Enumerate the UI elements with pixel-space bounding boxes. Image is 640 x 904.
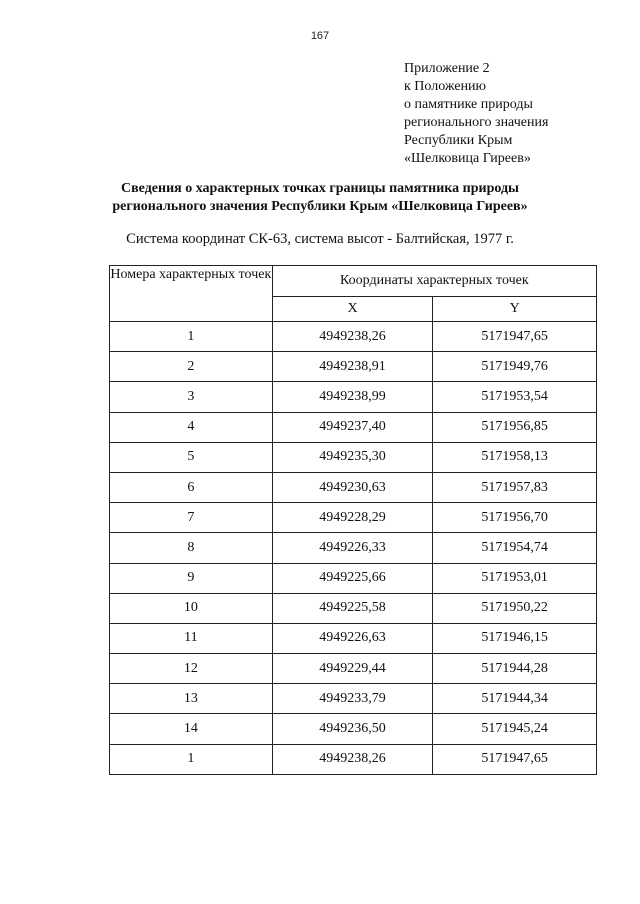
y-coordinate-cell: 5171947,65 [433, 744, 597, 774]
table-row [110, 593, 597, 623]
y-coordinate-cell: 5171945,24 [433, 714, 597, 744]
point-number-cell: 10 [110, 593, 273, 623]
point-number-cell: 4 [110, 412, 273, 442]
y-coordinate-cell: 5171957,83 [433, 472, 597, 502]
table-row [110, 503, 597, 533]
y-coordinate-cell: 5171956,70 [433, 503, 597, 533]
header-y: Y [433, 297, 597, 322]
y-coordinate-cell: 5171958,13 [433, 442, 597, 472]
point-number-cell: 6 [110, 472, 273, 502]
table-row [110, 744, 597, 774]
table-row [110, 352, 597, 382]
x-coordinate-cell: 4949235,30 [272, 442, 433, 472]
x-coordinate-cell: 4949238,99 [272, 382, 433, 412]
point-number-cell: 13 [110, 684, 273, 714]
document-title-line-2: регионального значения Республики Крым «Шелковица Гиреев» [112, 199, 528, 214]
x-coordinate-cell: 4949229,44 [272, 654, 433, 684]
page-number: 167 [310, 30, 330, 42]
x-coordinate-cell: 4949226,63 [272, 623, 433, 653]
table-row [110, 382, 597, 412]
table-row [110, 533, 597, 563]
appendix-line: «Шелковица Гиреев» [404, 151, 531, 166]
header-x: X [272, 297, 433, 322]
x-coordinate-cell: 4949226,33 [272, 533, 433, 563]
y-coordinate-cell: 5171953,01 [433, 563, 597, 593]
y-coordinate-cell: 5171954,74 [433, 533, 597, 563]
table-row [110, 654, 597, 684]
point-number-cell: 2 [110, 352, 273, 382]
x-coordinate-cell: 4949228,29 [272, 503, 433, 533]
appendix-line: регионального значения [404, 115, 549, 130]
document-title [40, 180, 600, 216]
x-coordinate-cell: 4949236,50 [272, 714, 433, 744]
y-coordinate-cell: 5171956,85 [433, 412, 597, 442]
point-number-cell: 3 [110, 382, 273, 412]
header-point-numbers: Номера характерных точек [110, 266, 273, 322]
appendix-line: Приложение 2 [404, 61, 490, 76]
point-number-cell: 9 [110, 563, 273, 593]
x-coordinate-cell: 4949225,58 [272, 593, 433, 623]
table-row [110, 563, 597, 593]
x-coordinate-cell: 4949238,26 [272, 744, 433, 774]
boundary-points-table [109, 265, 597, 775]
table-row [110, 623, 597, 653]
table-row [110, 412, 597, 442]
table-row [110, 714, 597, 744]
appendix-line: к Положению [404, 79, 487, 94]
x-coordinate-cell: 4949238,91 [272, 352, 433, 382]
point-number-cell: 1 [110, 744, 273, 774]
x-coordinate-cell: 4949233,79 [272, 684, 433, 714]
point-number-cell: 5 [110, 442, 273, 472]
table-row [110, 684, 597, 714]
appendix-block [404, 60, 624, 168]
y-coordinate-cell: 5171944,28 [433, 654, 597, 684]
coordinate-system-note: Система координат СК-63, система высот - Балтийская, 1977 г. [126, 231, 514, 247]
header-coordinates: Координаты характерных точек [272, 266, 596, 297]
point-number-cell: 7 [110, 503, 273, 533]
y-coordinate-cell: 5171950,22 [433, 593, 597, 623]
x-coordinate-cell: 4949225,66 [272, 563, 433, 593]
point-number-cell: 1 [110, 322, 273, 352]
appendix-line: о памятнике природы [404, 97, 533, 112]
point-number-cell: 12 [110, 654, 273, 684]
appendix-line: Республики Крым [404, 133, 513, 148]
x-coordinate-cell: 4949237,40 [272, 412, 433, 442]
table-row [110, 472, 597, 502]
point-number-cell: 8 [110, 533, 273, 563]
point-number-cell: 14 [110, 714, 273, 744]
y-coordinate-cell: 5171947,65 [433, 322, 597, 352]
y-coordinate-cell: 5171949,76 [433, 352, 597, 382]
point-number-cell: 11 [110, 623, 273, 653]
table-row [110, 322, 597, 352]
y-coordinate-cell: 5171953,54 [433, 382, 597, 412]
x-coordinate-cell: 4949238,26 [272, 322, 433, 352]
y-coordinate-cell: 5171946,15 [433, 623, 597, 653]
y-coordinate-cell: 5171944,34 [433, 684, 597, 714]
document-title-line-1: Сведения о характерных точках границы памятника природы [121, 181, 519, 196]
table-row [110, 442, 597, 472]
x-coordinate-cell: 4949230,63 [272, 472, 433, 502]
